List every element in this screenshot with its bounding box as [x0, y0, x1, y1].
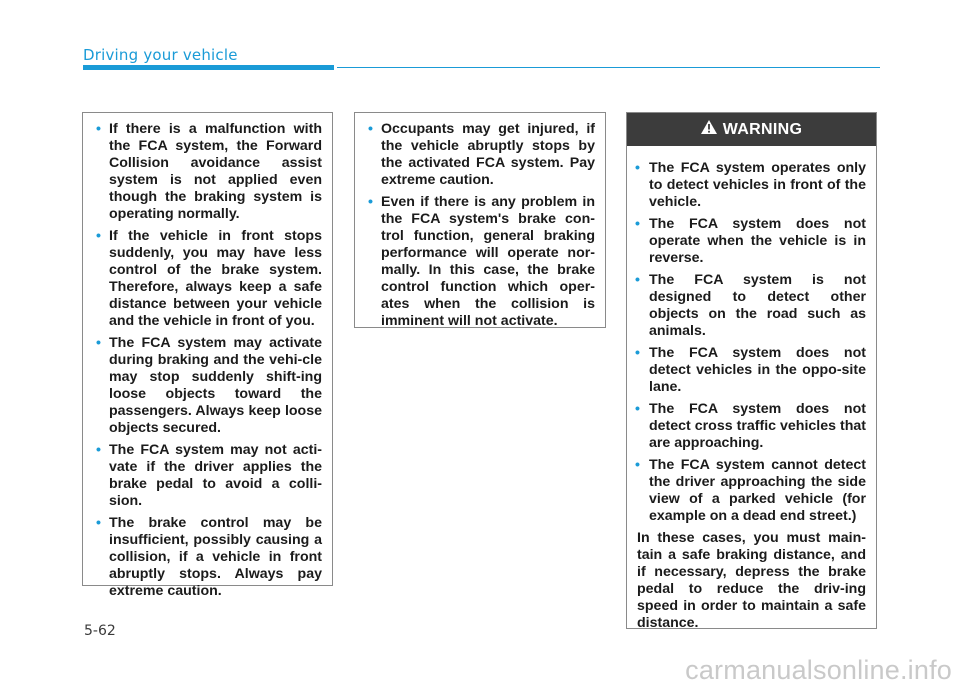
warning-note: In these cases, you must main-tain a safe braking distance, and if necessary, depress the brake pedal to reduce the driv-ing speed in order to maintain a safe distance.: [637, 530, 866, 631]
list-item: • The FCA system is not designed to detect other objects on the road such as animals.: [637, 272, 866, 340]
list-item: • The FCA system does not operate when the vehicle is in reverse.: [637, 216, 866, 267]
warning-body: [627, 146, 876, 632]
list-item: • Even if there is any problem in the FCA system's brake con-trol function, general braking performance will operate nor-mally. In this case, the brake control function which oper-ates when the collision is imminent will not activate.: [370, 194, 595, 330]
page-number: 5-62: [84, 623, 116, 639]
caution-box-left: [82, 112, 333, 599]
bullet-list: [637, 160, 866, 525]
list-item: • If there is a malfunction with the FCA system, the Forward Collision avoidance assist system is not applied even though the braking system is operating normally.: [98, 121, 322, 223]
header-rule-thin: [337, 67, 880, 68]
list-item: • The FCA system operates only to detect vehicles in front of the vehicle.: [637, 160, 866, 211]
list-item: • The FCA system may activate during braking and the vehi-cle may stop suddenly shift-ing loose objects toward the passengers. Always keep loose objects secured.: [98, 335, 322, 437]
list-item: • The FCA system does not detect vehicles in the oppo-site lane.: [637, 345, 866, 396]
section-title: Driving your vehicle: [83, 46, 238, 64]
list-item: • The brake control may be insufficient, possibly causing a collision, if a vehicle in front abruptly stops. Always pay extreme caution.: [98, 515, 322, 600]
warning-triangle-icon: [701, 120, 717, 139]
warning-title: WARNING: [722, 120, 803, 138]
bullet-list: [370, 121, 595, 330]
bullet-list: [98, 121, 322, 600]
list-item: • The FCA system cannot detect the driver approaching the side view of a parked vehicle (for example on a dead end street.): [637, 457, 866, 525]
header-rule-thick: [83, 65, 334, 70]
watermark: carmanualsonline.info: [685, 655, 952, 685]
warning-box: [626, 112, 877, 629]
warning-header: [627, 113, 876, 146]
caution-box-middle: [354, 112, 606, 328]
list-item: • The FCA system may not acti-vate if the driver applies the brake pedal to avoid a colli-sion.: [98, 442, 322, 510]
list-item: • The FCA system does not detect cross traffic vehicles that are approaching.: [637, 401, 866, 452]
list-item: • If the vehicle in front stops suddenly, you may have less control of the brake system. Therefore, always keep a safe distance between your vehicle and the vehicle in front of you.: [98, 228, 322, 330]
list-item: • Occupants may get injured, if the vehicle abruptly stops by the activated FCA system. Pay extreme caution.: [370, 121, 595, 189]
